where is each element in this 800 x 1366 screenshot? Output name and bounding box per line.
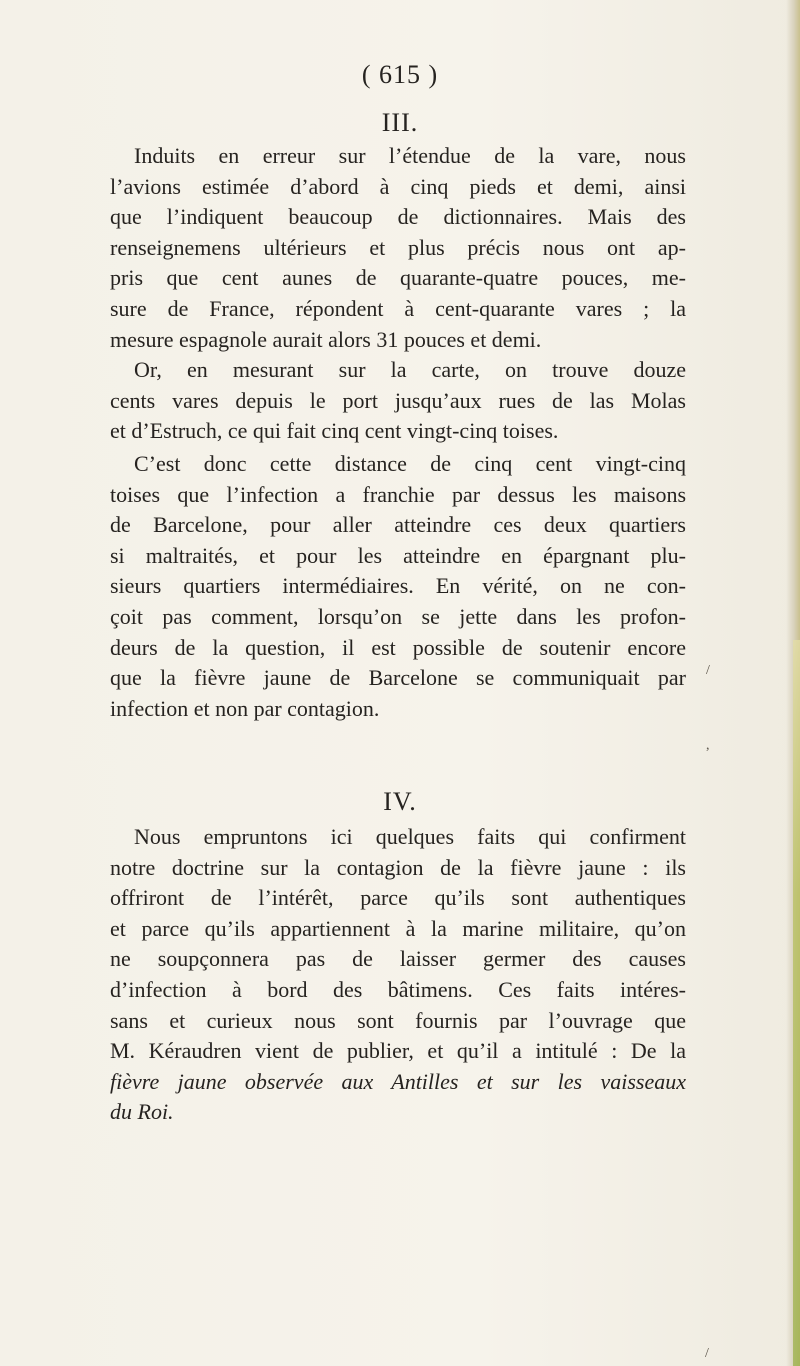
text-line: de Barcelone, pour aller atteindre ces deux quartiers — [110, 512, 686, 538]
text-line: C’est donc cette distance de cinq cent vingt-cinq — [134, 451, 686, 476]
text-line: Induits en erreur sur l’étendue de la vare, nous — [134, 143, 686, 168]
text-line: notre doctrine sur la contagion de la fièvre jaune : ils — [110, 854, 686, 880]
section-number-iii: III. — [381, 108, 419, 137]
text-line: si maltraités, et pour les atteindre en épargnant plu- — [110, 542, 686, 568]
text-line: ne soupçonnera pas de laisser germer des causes — [110, 946, 686, 972]
text-line: infection et non par contagion. — [110, 695, 380, 721]
text-line: que l’indiquent beaucoup de dictionnaires. Mais des — [110, 204, 686, 230]
section-number-iv: IV. — [383, 787, 417, 816]
text-line: toises que l’infection a franchie par dessus les maisons — [110, 481, 686, 507]
text-line: offriront de l’intérêt, parce qu’ils sont authentiques — [110, 885, 686, 911]
text-line: deurs de la question, il est possible de soutenir encore — [110, 634, 686, 660]
text-line: cents vares depuis le port jusqu’aux rues de las Molas — [110, 387, 686, 413]
text-line: Or, en mesurant sur la carte, on trouve douze — [134, 357, 686, 383]
margin-mark: / — [706, 663, 710, 678]
text-line: sieurs quartiers intermédiaires. En vérité, on ne con- — [110, 573, 686, 599]
page-number-header: ( 615 ) — [361, 60, 439, 89]
text-line: et d’Estruch, ce qui fait cinq cent vingt-cinq toises. — [110, 418, 559, 444]
text-line: d’infection à bord des bâtimens. Ces faits intéres- — [110, 976, 686, 1002]
text-line: fièvre jaune observée aux Antilles et sur les vaisseaux — [110, 1068, 686, 1094]
text-line: sure de France, répondent à cent-quarante vares ; la — [110, 295, 686, 321]
text-line: renseignemens ultérieurs et plus précis nous ont ap- — [110, 234, 686, 260]
text-line: pris que cent aunes de quarante-quatre pouces, me- — [110, 265, 686, 291]
text-line: du Roi. — [110, 1099, 174, 1125]
text-line: Nous empruntons ici quelques faits qui confirment — [134, 824, 686, 849]
paragraph-infection-distance — [110, 449, 686, 724]
margin-mark: , — [706, 738, 710, 753]
text-line: M. Kéraudren vient de publier, et qu’il a intitulé : De la — [110, 1038, 686, 1064]
text-line: que la fièvre jaune de Barcelone se communiquait par — [110, 665, 686, 691]
page-edge-stain — [793, 640, 800, 1366]
paragraph-keraudren-facts — [110, 822, 686, 1128]
text-line: mesure espagnole aurait alors 31 pouces et demi. — [110, 326, 542, 352]
text-line: et parce qu’ils appartiennent à la marine militaire, qu’on — [110, 915, 686, 941]
margin-mark: / — [705, 1346, 709, 1361]
text-line: l’avions estimée d’abord à cinq pieds et demi, ainsi — [110, 173, 686, 199]
text-line: çoit pas comment, lorsqu’on se jette dans les profon- — [110, 603, 686, 629]
text-line: sans et curieux nous sont fournis par l’ouvrage que — [110, 1007, 686, 1033]
paragraph-vare-measure — [110, 141, 686, 447]
